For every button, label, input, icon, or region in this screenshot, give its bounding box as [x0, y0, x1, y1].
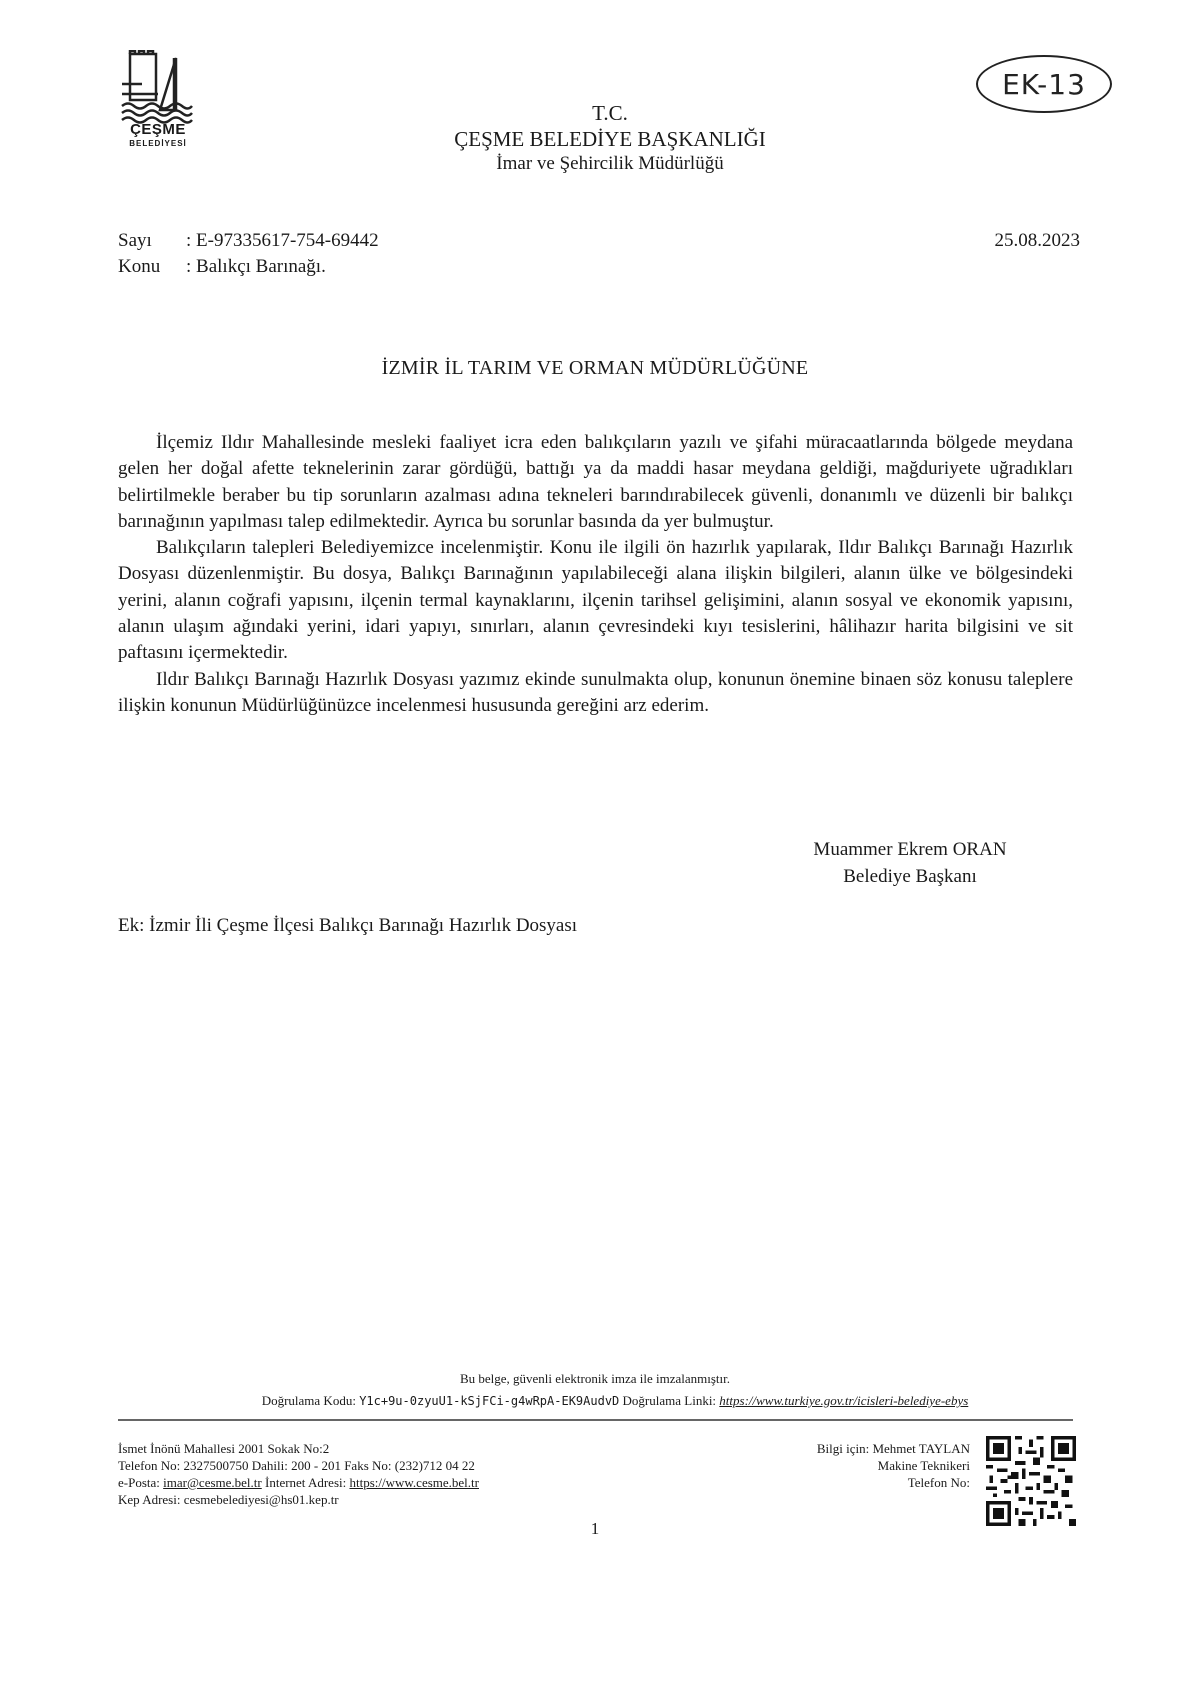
- attachment-stamp: [976, 55, 1112, 113]
- body-paragraph: Ildır Balıkçı Barınağı Hazırlık Dosyası yazımız ekinde sunulmakta olup, konunun önemine binaen söz konusu taleplere ilişkin konunun Müdürlüğünüzce incelenmesi hususunda gereğini arz ederim.: [118, 668, 1073, 716]
- letter-body: [118, 430, 1073, 719]
- page-number: 1: [590, 1519, 600, 1538]
- contact-phone: Telefon No:: [907, 1475, 970, 1490]
- footer-email-row: [118, 1474, 718, 1491]
- footer-divider: [118, 1419, 1073, 1421]
- email-link[interactable]: imar@cesme.bel.tr: [163, 1475, 262, 1490]
- sayi-row: [118, 230, 379, 252]
- logo-subtext: BELEDİYESİ: [129, 139, 187, 148]
- header-municipality: ÇEŞME BELEDİYE BAŞKANLIĞI: [454, 127, 766, 151]
- sayi-label: Sayı: [118, 230, 152, 251]
- contact-role: Makine Teknikeri: [877, 1458, 970, 1473]
- document-date: 25.08.2023: [994, 230, 1080, 251]
- footer-address: İsmet İnönü Mahallesi 2001 Sokak No:2: [118, 1441, 330, 1456]
- contact-info: [740, 1440, 970, 1491]
- qr-code-icon: [986, 1436, 1076, 1526]
- konu-row: [118, 256, 326, 278]
- stamp-text: EK-13: [1002, 67, 1086, 101]
- signature-block: [760, 836, 1060, 890]
- verification-link[interactable]: https://www.turkiye.gov.tr/icisleri-belediye-ebys: [719, 1393, 969, 1408]
- body-paragraph: İlçemiz Ildır Mahallesinde mesleki faaliyet icra eden balıkçıların yazılı ve şifahi müracaatlarında bölgede meydana gelen her doğal afette teknelerinin zarar gördüğü, battığı ya da maddi hasar meydana geldiği, mağduriyete uğradıkları belirtilmekle beraber bu tip sorunların azalması adına tekneleri barındırabilecek güvenli, donanımlı ve düzenli bir balıkçı barınağının yapılması talep edilmektedir. Ayrıca bu sorunlar basında da yer bulmuştur.: [118, 432, 1073, 532]
- body-paragraph: Balıkçıların talepleri Belediyemizce incelenmiştir. Konu ile ilgili ön hazırlık yapılarak, Ildır Balıkçı Barınağı Hazırlık Dosyası düzenlenmiştir. Bu dosya, Balıkçı Barınağının yapılabileceği alana ilişkin bilgileri, alanın ülke ve bölgesindeki yerini, alanın coğrafi yapısını, ilçenin termal kaynaklarını, ilçenin tarihsel gelişimini, alanın sosyal ve ekonomik yapısını, alanın ulaşım ağındaki yerini, idari yapıyı, sınırları, alanın çevresindeki kıyı tesislerini, hâlihazır harita bilgisini ve sit paftasını içermektedir.: [118, 537, 1073, 664]
- verification-code: Y1c+9u-0zyuU1-kSjFCi-g4wRpA-EK9AudvD: [359, 1394, 620, 1408]
- recipient-heading: İZMİR İL TARIM VE ORMAN MÜDÜRLÜĞÜNE: [381, 357, 809, 379]
- header-department: İmar ve Şehircilik Müdürlüğü: [496, 153, 724, 174]
- attachment-line: Ek: İzmir İli Çeşme İlçesi Balıkçı Barınağı Hazırlık Dosyası: [118, 915, 578, 936]
- contact-person: Bilgi için: Mehmet TAYLAN: [816, 1441, 970, 1456]
- email-label: e-Posta:: [118, 1475, 160, 1490]
- website-link[interactable]: https://www.cesme.bel.tr: [349, 1475, 479, 1490]
- web-label: İnternet Adresi:: [265, 1475, 347, 1490]
- footer-kep: Kep Adresi: cesmebelediyesi@hs01.kep.tr: [118, 1492, 339, 1507]
- signatory-title: Belediye Başkanı: [843, 866, 977, 887]
- header-tc: T.C.: [592, 101, 628, 125]
- footer-contact: [118, 1440, 718, 1508]
- verification-line: [140, 1393, 1090, 1409]
- footer-phone: Telefon No: 2327500750 Dahili: 200 - 201 Faks No: (232)712 04 22: [118, 1458, 475, 1473]
- sayi-value: : E-97335617-754-69442: [186, 230, 379, 251]
- konu-value: : Balıkçı Barınağı.: [186, 256, 326, 277]
- konu-label: Konu: [118, 256, 161, 277]
- verification-code-label: Doğrulama Kodu:: [261, 1393, 356, 1408]
- esign-notice: Bu belge, güvenli elektronik imza ile imzalanmıştır.: [459, 1371, 731, 1386]
- signatory-name: Muammer Ekrem ORAN: [813, 839, 1007, 860]
- verification-link-label: Doğrulama Linki:: [622, 1393, 717, 1408]
- logo-wordmark: ÇEŞME: [130, 121, 186, 138]
